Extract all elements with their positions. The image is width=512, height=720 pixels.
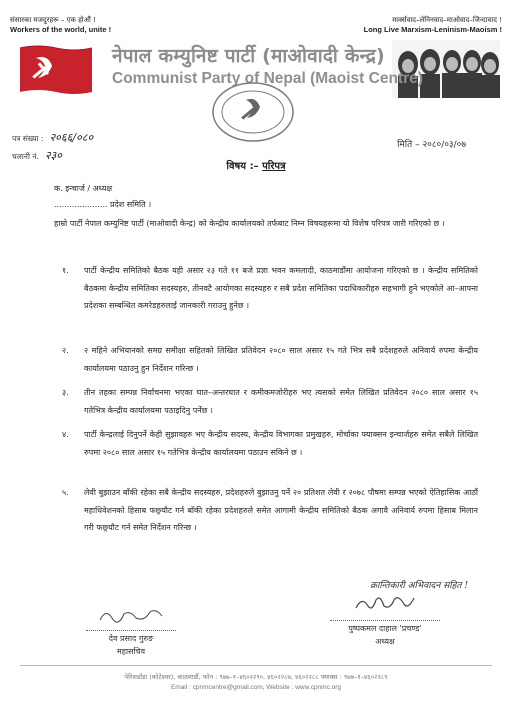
item-text: पार्टी केन्द्रलाई दिनुपर्ने केही सुझावहरु भए केन्द्रीय सदस्य, केन्द्रीय विभागका प्रमुखहरु, मोर्चाका फ्याक्सन इन्चार्जहरु समेत सबैले लिखित रुपमा २०८० साल असार १५ गतेभित्र केन्द्रीय कार्यालयमा पठाउन सकिने छ । [84, 430, 478, 457]
signatory-title-right: अध्यक्ष [375, 637, 395, 646]
reference-label: पत्र संख्या : [12, 134, 44, 143]
dispatch-value: २३० [44, 149, 62, 162]
reference-value: २०६६/०८० [49, 131, 94, 144]
party-flag-icon [18, 44, 94, 96]
slogan-left-nepali: संसारका मजदुरहरू – एक होऔं ! [10, 16, 96, 24]
subject-label: विषय :– [226, 161, 259, 172]
footer-divider [20, 665, 492, 666]
item-text: पार्टी केन्द्रीय समितिको बैठक यही असार २३ गते ११ बजे प्रज्ञा भवन कमलादी, काठमाडौंमा आयोजना गरिएको छ । केन्द्रीय समितिको बैठकमा केन्द्रीय समितिका सदस्यहरु, तीनवटै आयोगका सदस्यहरु र सबै प्रदेश समितिका पदाधिकारीहरु सहभागी हुने भएकोले आ–आफ्ना प्रदेशका सम्बन्धित कमरेडहरुलाई जानकारी गराउनु हुनेछ । [84, 266, 478, 310]
slogan-left [10, 15, 111, 35]
footer-contact: Email : cpnmcentre@gmail.com, Website : www.cpnmc.org [170, 684, 342, 691]
letter-date: मिति – २०८०/०३/०७ [397, 140, 466, 150]
subject-line [0, 158, 512, 172]
dispatch-label: चलानी नं. [12, 152, 39, 161]
footer-address: पेरिसडाँडा (कोटेश्वर), काठमाडौं, फोन : ९७७–१–४६०२२९०, ४६०२२८७, ४६०२२८८ फ्याक्स : ९७७–१–४६०२२८९ [124, 673, 388, 681]
subject-value: परिपत्र [262, 161, 286, 172]
office-stamp-icon [210, 80, 296, 144]
list-item [62, 426, 478, 461]
signature-general-secretary [86, 606, 176, 658]
slogan-left-english: Workers of the world, unite ! [10, 25, 112, 34]
item-number: १. [62, 266, 69, 275]
handwritten-signature-right [350, 592, 420, 614]
signatory-name-right: पुष्पकमल दाहाल 'प्रचण्ड' [330, 620, 440, 635]
list-item [62, 384, 478, 419]
intro-paragraph: हाम्रो पार्टी नेपाल कम्युनिष्ट पार्टी (माओवादी केन्द्र) को केन्द्रीय कार्यालयको तर्फबाट निम्न विषयहरूमा यो विशेष परिपत्र जारी गरिएको छ । [54, 219, 445, 228]
slogan-right-nepali: मार्क्सवाद–लेनिनवाद–माओवाद–जिन्दावाद ! [392, 16, 502, 24]
addressee: क. इन्चार्ज / अध्यक्ष [54, 184, 113, 193]
item-text: तीन तहका सम्पन्न निर्वाचनमा भएका घात–अन्तरघात र कमीकमजोरीहरु भए त्यसको समेत लिखित प्रतिवेदन २०८० साल असार १५ गतेभित्र केन्द्रीय कार्यालयमा पठाइदिनु पर्नेछ । [84, 388, 478, 415]
slogan-right [364, 15, 502, 35]
item-text: २ महिने अभियानको समग्र समीक्षा सहितको लिखित प्रतिवेदन २०८० साल असार १५ गते भित्र सबै प्रदेशहरुले अनिवार्य रुपमा केन्द्रीय कार्यालयमा पठाउनु हुन निर्देशन गरिन्छ । [84, 346, 478, 373]
item-number: ३. [62, 388, 69, 397]
list-item [62, 484, 478, 537]
item-number: ४. [62, 430, 69, 439]
signature-chairman [330, 592, 440, 648]
item-number: ५. [62, 488, 69, 497]
signatory-title-left: महासचिव [116, 647, 146, 656]
item-number: २. [62, 346, 69, 355]
item-text: लेवी बुझाउन बाँकी रहेका सबै केन्द्रीय सदस्यहरु, प्रदेशहरुले बुझाउनु पर्ने २० प्रतिशत लेवी र २०७८ पौषमा सम्पन्न भएको ऐतिहासिक आठौं महाधिवेशनको हिसाब फछ्र्यौट गर्न बाँकी रहेका प्रदेशहरुले समेत आगामी केन्द्रीय समितिको बैठक अगावै अनिवार्य रुपमा हिसाब मिलान गरी फछ्र्यौट गर्न समेत निर्देशन गरिन्छ । [84, 488, 478, 532]
handwritten-signature-left [96, 606, 166, 624]
reference-number [12, 130, 93, 145]
closing-greeting: क्रान्तिकारी अभिवादन सहित ! [370, 581, 468, 591]
list-item [62, 342, 478, 377]
signatory-name-left: देव प्रसाद गुरुङ [86, 630, 176, 645]
list-item [62, 262, 478, 315]
leaders-portraits-icon [392, 40, 500, 98]
slogan-right-english: Long Live Marxism-Leninism-Maoism ! [363, 25, 502, 34]
party-name-english: Communist Party of Nepal (Maoist Centre) [112, 70, 423, 87]
committee-line: ..................... प्रदेश समिति । [54, 200, 152, 209]
party-name-nepali: नेपाल कम्युनिष्ट पार्टी (माओवादी केन्द्र) [112, 45, 385, 67]
